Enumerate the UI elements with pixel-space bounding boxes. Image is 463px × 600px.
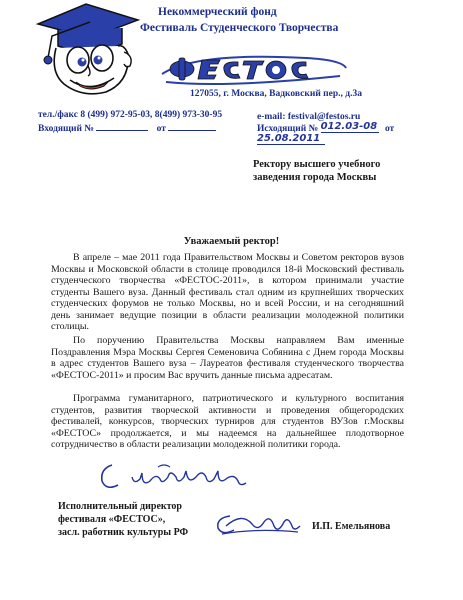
org-subtitle: Фестиваль Студенческого Творчества: [140, 22, 339, 34]
signatory-block: [58, 500, 188, 539]
paragraph-3: Программа гуманитарного, патриотического и культурного воспитания студентов, развития творческой активности и проведения общегородских фестивалей, конкурсов, творческих турниров для студентов ВУЗов г.Москвы «ФЕСТОС» продолжается, и мы надеемся на дальнейшее плодотворное сотрудничество в области реализации молодежной политики города.: [51, 393, 404, 450]
signatory-name: И.П. Емельянова: [312, 521, 391, 532]
email: e-mail: festival@festos.ru: [257, 112, 361, 122]
recipient-line-1: Ректору высшего учебного: [253, 159, 381, 170]
paragraph-2: По поручению Правительства Москвы направляем Вам именные Поздравления Мэра Москвы Сергея Семеновича Собянина с Днем города Москвы в адрес студентов Вашего вуза – Лауреатов фестиваля студенческого творчества «ФЕСТОС-2011» и просим Вас вручить данные письма адресатам.: [51, 335, 404, 381]
festos-logo: [156, 48, 352, 90]
org-address: 127055, г. Москва, Вадковский пер., д.3а: [190, 89, 362, 99]
org-title: Некоммерческий фонд: [158, 6, 277, 18]
incoming-number-label: Входящий №: [38, 124, 94, 134]
outgoing-date-field: [257, 135, 325, 145]
contacts-right: [257, 112, 463, 147]
student-mascot-icon: [34, 2, 146, 100]
signatory-title-1: Исполнительный директор: [58, 501, 182, 512]
incoming-from-label: от: [156, 124, 166, 134]
outgoing-reference: [257, 123, 463, 147]
greeting: Уважаемый ректор!: [183, 236, 280, 247]
incoming-number-blank: [96, 121, 148, 131]
handwritten-closing: [98, 455, 248, 495]
outgoing-from-label: от: [384, 124, 395, 134]
phone-fax: тел./факс 8 (499) 972-95-03, 8(499) 973-30-95: [38, 110, 223, 120]
handwritten-signature: [212, 508, 302, 540]
outgoing-date: 25.08.2011: [257, 133, 321, 144]
recipient-block: [253, 158, 380, 184]
signatory-title-2: фестиваля «ФЕСТОС»,: [58, 514, 166, 525]
outgoing-number: 012.03-08: [320, 121, 378, 132]
contacts-left: [38, 110, 222, 135]
paragraph-1: В апреле – мае 2011 года Правительством Москвы и Советом ректоров вузов Москвы и Московской области в столице проводился 18-й Московский фестиваль студенческого творчества «ФЕСТОС-2011», в котором принимали участие студенты Вашего вуза. Данный фестиваль стал одним из крупнейших творческих студенческих форумов не только Москвы, но и всей России, и на сегодняшний день занимает ведущие позиции в области реализации молодежной политики столицы.: [51, 252, 404, 332]
outgoing-number-field: [321, 123, 379, 133]
incoming-date-blank: [168, 121, 216, 131]
outgoing-number-label: Исходящий №: [257, 124, 319, 134]
signatory-title-3: засл. работник культуры РФ: [58, 527, 189, 538]
recipient-line-2: заведения города Москвы: [253, 172, 377, 183]
incoming-reference: [38, 121, 222, 135]
